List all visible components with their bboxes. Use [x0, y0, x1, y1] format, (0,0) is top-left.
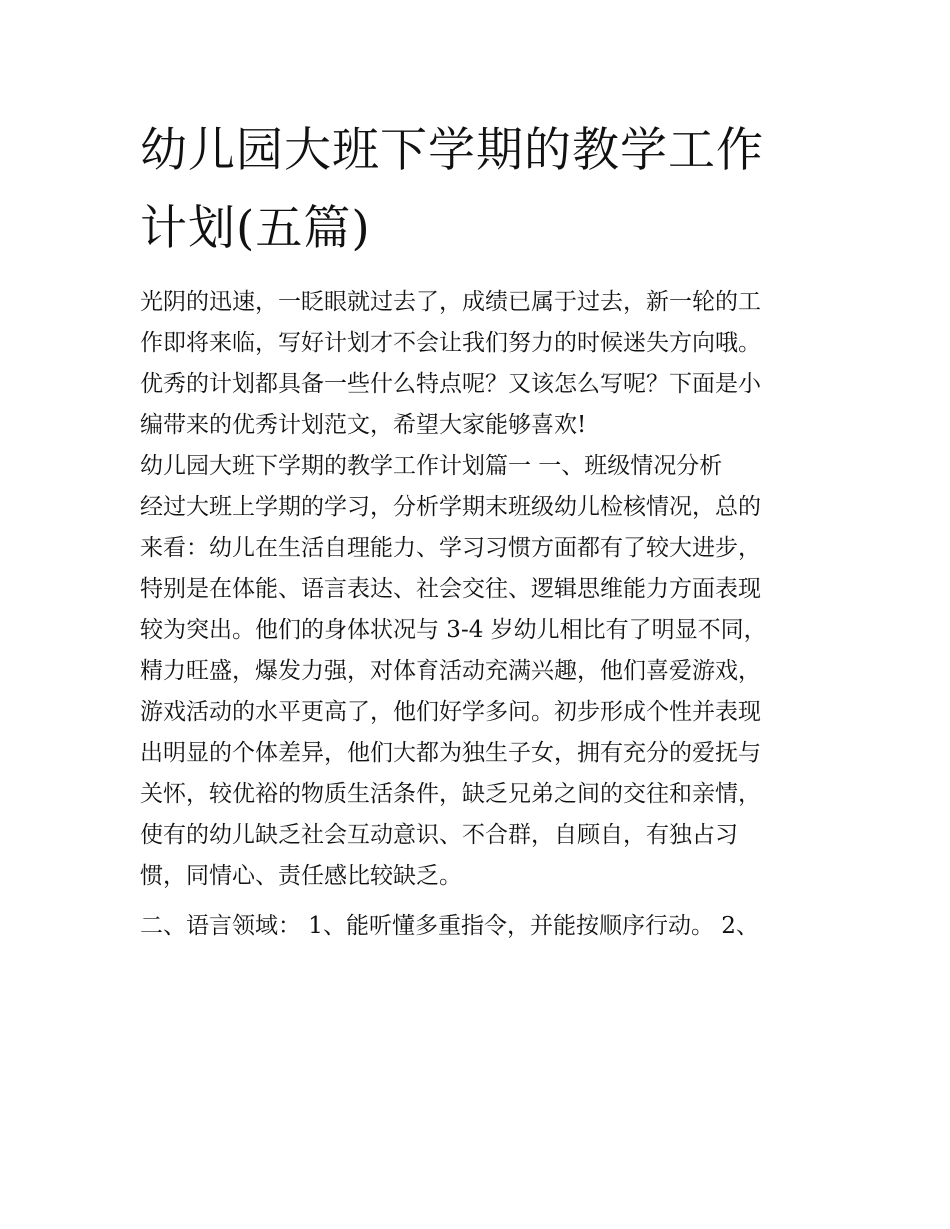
- body-line-16: 二、语言领域： 1、能听懂多重指令，并能按顺序行动。 2、: [140, 913, 759, 939]
- body-line-9: 较为突出。他们的身体状况与 3-4 岁幼儿相比有了明显不同，: [140, 617, 767, 643]
- body-line-7: 来看：幼儿在生活自理能力、学习习惯方面都有了较大进步，: [140, 535, 761, 561]
- body-line-1: 光阴的迅速，一眨眼就过去了，成绩已属于过去，新一轮的工: [140, 289, 761, 315]
- body-line-2: 作即将来临，写好计划才不会让我们努力的时候迷失方向哦。: [140, 330, 761, 356]
- body-line-12: 出明显的个体差异，他们大都为独生子女，拥有充分的爱抚与: [140, 740, 761, 766]
- body-line-3: 优秀的计划都具备一些什么特点呢？又该怎么写呢？下面是小: [140, 371, 761, 397]
- body-line-10: 精力旺盛，爆发力强，对体育活动充满兴趣，他们喜爱游戏，: [140, 658, 761, 684]
- body-line-6: 经过大班上学期的学习，分析学期末班级幼儿检核情况，总的: [140, 494, 761, 520]
- body-line-5: 幼儿园大班下学期的教学工作计划篇一 一、班级情况分析: [140, 453, 723, 479]
- body-line-14: 使有的幼儿缺乏社会互动意识、不合群，自顾自，有独占习: [140, 822, 738, 848]
- document-title: 幼儿园大班下学期的教学工作 计划(五篇): [140, 123, 764, 256]
- document-body: [140, 282, 820, 947]
- body-line-11: 游戏活动的水平更高了，他们好学多问。初步形成个性并表现: [140, 699, 761, 725]
- body-line-8: 特别是在体能、语言表达、社会交往、逻辑思维能力方面表现: [140, 576, 761, 602]
- body-line-15: 惯，同情心、责任感比较缺乏。: [140, 863, 462, 889]
- body-line-13: 关怀，较优裕的物质生活条件，缺乏兄弟之间的交往和亲情，: [140, 781, 761, 807]
- body-line-4: 编带来的优秀计划范文，希望大家能够喜欢!: [140, 412, 587, 438]
